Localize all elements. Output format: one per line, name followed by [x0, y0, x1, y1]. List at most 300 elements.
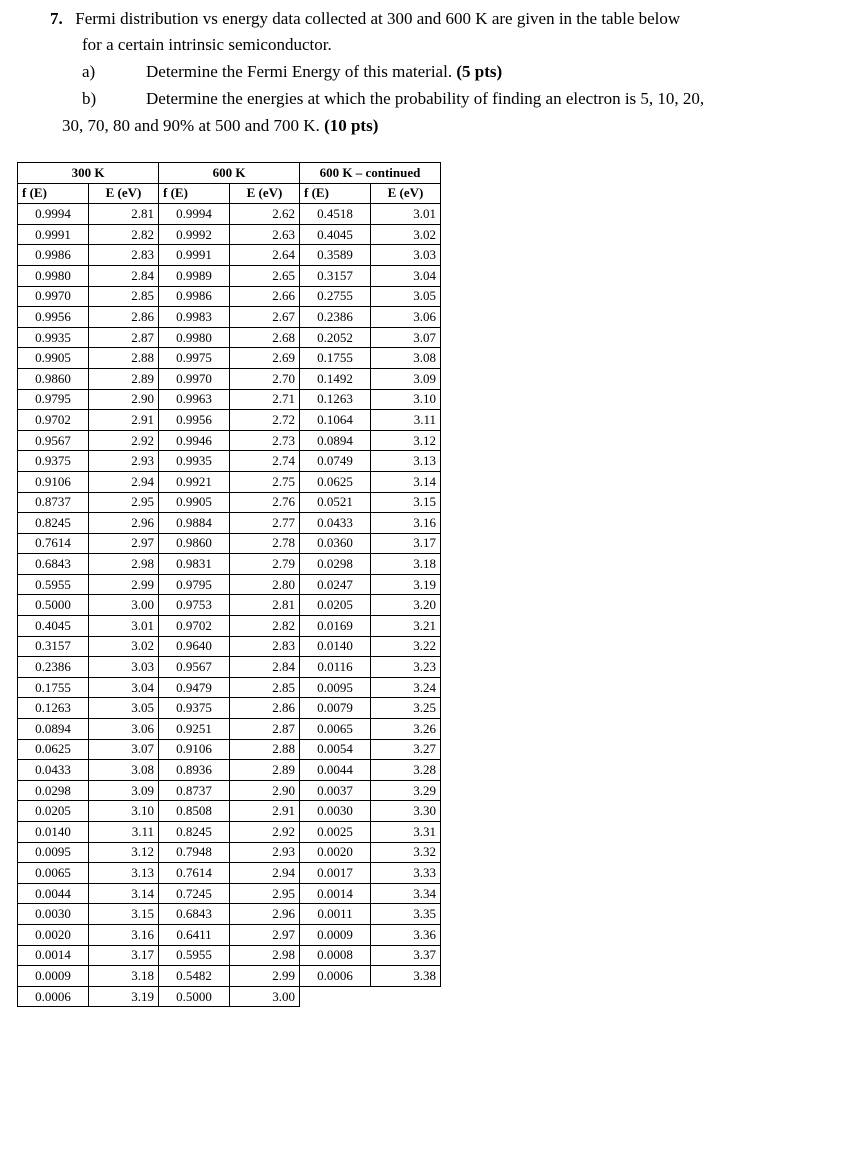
- table-row: [18, 986, 441, 1007]
- cell-energy-value: 2.79: [230, 554, 300, 575]
- cell-energy-value: 2.91: [89, 410, 159, 431]
- cell-energy-value: 2.90: [230, 780, 300, 801]
- cell-f-value: 0.9567: [18, 430, 89, 451]
- cell-f-value: 0.9975: [159, 348, 230, 369]
- cell-energy-value: 3.28: [371, 760, 441, 781]
- cell-f-value: 0.0037: [300, 780, 371, 801]
- cell-energy-value: 2.99: [230, 966, 300, 987]
- cell-f-value: 0.9831: [159, 554, 230, 575]
- table-row: [18, 966, 441, 987]
- table-row: [18, 471, 441, 492]
- cell-f-value: 0.2386: [18, 657, 89, 678]
- cell-f-value: 0.5955: [159, 945, 230, 966]
- cell-f-value: 0.1263: [18, 698, 89, 719]
- cell-energy-value: 2.97: [89, 533, 159, 554]
- cell-f-value: 0.0030: [300, 801, 371, 822]
- cell-energy-value: 3.31: [371, 822, 441, 843]
- cell-energy-value: 2.67: [230, 307, 300, 328]
- cell-f-value: 0.0894: [18, 719, 89, 740]
- cell-f-value: 0.3157: [18, 636, 89, 657]
- cell-energy-value: 3.17: [371, 533, 441, 554]
- subheader-f: f (E): [159, 183, 230, 204]
- cell-f-value: 0.5000: [18, 595, 89, 616]
- cell-f-value: 0.9375: [18, 451, 89, 472]
- table-row: [18, 739, 441, 760]
- cell-f-value: 0.0014: [18, 945, 89, 966]
- subheader-f: f (E): [18, 183, 89, 204]
- cell-f-value: 0.0017: [300, 863, 371, 884]
- cell-energy-value: 2.99: [89, 574, 159, 595]
- cell-f-value: 0.0044: [300, 760, 371, 781]
- cell-f-value: 0.8245: [159, 822, 230, 843]
- cell-f-value: 0.0625: [18, 739, 89, 760]
- cell-energy-value: 3.12: [89, 842, 159, 863]
- cell-energy-value: 3.34: [371, 883, 441, 904]
- cell-energy-value: 3.19: [89, 986, 159, 1007]
- cell-f-value: 0.1263: [300, 389, 371, 410]
- cell-f-value: 0.9479: [159, 677, 230, 698]
- cell-f-value: 0.0011: [300, 904, 371, 925]
- cell-energy-value: 2.86: [230, 698, 300, 719]
- cell-f-value: 0.0433: [18, 760, 89, 781]
- table-row: [18, 410, 441, 431]
- cell-energy-value: 3.08: [89, 760, 159, 781]
- table-row: [18, 307, 441, 328]
- cell-f-value: 0.9946: [159, 430, 230, 451]
- cell-energy-value: 3.18: [371, 554, 441, 575]
- cell-energy-value: 3.10: [89, 801, 159, 822]
- cell-f-value: 0.9640: [159, 636, 230, 657]
- cell-f-value: 0.0116: [300, 657, 371, 678]
- cell-f-value: 0.5482: [159, 966, 230, 987]
- cell-energy-value: 3.37: [371, 945, 441, 966]
- cell-energy-value: 2.72: [230, 410, 300, 431]
- table-row: [18, 945, 441, 966]
- table-row: [18, 368, 441, 389]
- cell-f-value: 0.9921: [159, 471, 230, 492]
- table-row: [18, 698, 441, 719]
- cell-energy-value: 2.95: [89, 492, 159, 513]
- cell-energy-value: 2.93: [89, 451, 159, 472]
- table-row: [18, 533, 441, 554]
- cell-f-value: 0.1755: [300, 348, 371, 369]
- cell-energy-value: 3.06: [371, 307, 441, 328]
- cell-f-value: 0.0298: [18, 780, 89, 801]
- table-row: [18, 822, 441, 843]
- cell-energy-value: 3.35: [371, 904, 441, 925]
- table-row: [18, 616, 441, 637]
- cell-f-value: 0.0020: [300, 842, 371, 863]
- table-row: [18, 636, 441, 657]
- cell-f-value: 0.0095: [300, 677, 371, 698]
- question-intro-1: Fermi distribution vs energy data collected at 300 and 600 K are given in the table below: [75, 9, 681, 28]
- subheader-e: E (eV): [371, 183, 441, 204]
- cell-energy-value: 2.87: [89, 327, 159, 348]
- cell-f-value: 0.9989: [159, 265, 230, 286]
- header-600k-continued: 600 K – continued: [300, 163, 441, 184]
- cell-f-value: 0.9860: [18, 368, 89, 389]
- cell-f-value: 0.9956: [159, 410, 230, 431]
- cell-energy-value: 3.13: [89, 863, 159, 884]
- table-row: [18, 204, 441, 225]
- cell-f-value: 0.0360: [300, 533, 371, 554]
- cell-f-value: 0.7948: [159, 842, 230, 863]
- cell-energy-value: 2.85: [230, 677, 300, 698]
- part-a-text: Determine the Fermi Energy of this material.: [146, 62, 453, 81]
- cell-f-value: 0.0065: [300, 719, 371, 740]
- cell-energy-value: 3.13: [371, 451, 441, 472]
- cell-energy-value: 3.09: [89, 780, 159, 801]
- cell-energy-value: 2.90: [89, 389, 159, 410]
- cell-f-value: 0.9375: [159, 698, 230, 719]
- cell-f-value: 0.9935: [18, 327, 89, 348]
- cell-f-value: 0.0205: [300, 595, 371, 616]
- question-number: 7.: [50, 9, 63, 28]
- cell-energy-value: 3.11: [371, 410, 441, 431]
- cell-energy-value: 2.78: [230, 533, 300, 554]
- table-row: [18, 245, 441, 266]
- cell-energy-value: 3.33: [371, 863, 441, 884]
- cell-energy-value: 3.09: [371, 368, 441, 389]
- cell-f-value: 0.9795: [159, 574, 230, 595]
- cell-energy-value: 2.74: [230, 451, 300, 472]
- cell-f-value: 0.9983: [159, 307, 230, 328]
- cell-energy-value: 3.01: [371, 204, 441, 225]
- cell-energy-value: [371, 986, 441, 1007]
- cell-energy-value: 3.05: [371, 286, 441, 307]
- cell-f-value: 0.9905: [159, 492, 230, 513]
- cell-f-value: [300, 986, 371, 1007]
- cell-f-value: 0.6843: [18, 554, 89, 575]
- part-a-label: a): [82, 62, 96, 81]
- table-row: [18, 513, 441, 534]
- cell-energy-value: 2.75: [230, 471, 300, 492]
- cell-energy-value: 2.66: [230, 286, 300, 307]
- cell-f-value: 0.0095: [18, 842, 89, 863]
- cell-energy-value: 3.30: [371, 801, 441, 822]
- cell-f-value: 0.0298: [300, 554, 371, 575]
- cell-energy-value: 3.03: [89, 657, 159, 678]
- cell-energy-value: 2.98: [89, 554, 159, 575]
- header-300k: 300 K: [18, 163, 159, 184]
- part-a: [82, 61, 502, 83]
- cell-energy-value: 3.16: [89, 924, 159, 945]
- cell-energy-value: 3.32: [371, 842, 441, 863]
- cell-energy-value: 3.26: [371, 719, 441, 740]
- cell-f-value: 0.4045: [18, 616, 89, 637]
- subheader-e: E (eV): [89, 183, 159, 204]
- cell-f-value: 0.0009: [18, 966, 89, 987]
- cell-f-value: 0.0433: [300, 513, 371, 534]
- cell-energy-value: 2.86: [89, 307, 159, 328]
- cell-f-value: 0.0205: [18, 801, 89, 822]
- cell-f-value: 0.6411: [159, 924, 230, 945]
- cell-energy-value: 2.81: [230, 595, 300, 616]
- table-row: [18, 760, 441, 781]
- cell-energy-value: 3.03: [371, 245, 441, 266]
- cell-energy-value: 2.85: [89, 286, 159, 307]
- cell-f-value: 0.9935: [159, 451, 230, 472]
- cell-f-value: 0.9753: [159, 595, 230, 616]
- table-row: [18, 554, 441, 575]
- cell-energy-value: 2.71: [230, 389, 300, 410]
- cell-f-value: 0.0008: [300, 945, 371, 966]
- table-row: [18, 430, 441, 451]
- cell-f-value: 0.9106: [159, 739, 230, 760]
- cell-f-value: 0.2755: [300, 286, 371, 307]
- cell-energy-value: 2.63: [230, 224, 300, 245]
- cell-energy-value: 2.93: [230, 842, 300, 863]
- cell-energy-value: 3.14: [89, 883, 159, 904]
- part-b-cont: [62, 115, 378, 137]
- cell-f-value: 0.9980: [159, 327, 230, 348]
- table-row: [18, 595, 441, 616]
- group-header-row: [18, 163, 441, 184]
- cell-energy-value: 3.29: [371, 780, 441, 801]
- cell-f-value: 0.0169: [300, 616, 371, 637]
- table-row: [18, 863, 441, 884]
- table-row: [18, 574, 441, 595]
- cell-energy-value: 2.91: [230, 801, 300, 822]
- part-a-points: (5 pts): [456, 62, 503, 81]
- subheader-f: f (E): [300, 183, 371, 204]
- cell-f-value: 0.5955: [18, 574, 89, 595]
- header-600k: 600 K: [159, 163, 300, 184]
- cell-energy-value: 2.98: [230, 945, 300, 966]
- part-b-label: b): [82, 89, 97, 108]
- cell-energy-value: 2.82: [89, 224, 159, 245]
- cell-f-value: 0.0749: [300, 451, 371, 472]
- cell-energy-value: 2.83: [89, 245, 159, 266]
- table-row: [18, 842, 441, 863]
- cell-energy-value: 3.15: [371, 492, 441, 513]
- cell-energy-value: 2.84: [89, 265, 159, 286]
- cell-energy-value: 2.83: [230, 636, 300, 657]
- cell-energy-value: 3.07: [371, 327, 441, 348]
- cell-f-value: 0.0140: [18, 822, 89, 843]
- cell-energy-value: 2.89: [230, 760, 300, 781]
- subheader-e: E (eV): [230, 183, 300, 204]
- cell-f-value: 0.0006: [300, 966, 371, 987]
- cell-energy-value: 2.95: [230, 883, 300, 904]
- cell-energy-value: 3.15: [89, 904, 159, 925]
- table-row: [18, 451, 441, 472]
- cell-energy-value: 2.94: [89, 471, 159, 492]
- cell-energy-value: 2.81: [89, 204, 159, 225]
- table-row: [18, 924, 441, 945]
- table-row: [18, 286, 441, 307]
- table-row: [18, 389, 441, 410]
- cell-energy-value: 3.00: [89, 595, 159, 616]
- cell-energy-value: 2.97: [230, 924, 300, 945]
- question-intro-2: for a certain intrinsic semiconductor.: [82, 35, 332, 54]
- cell-energy-value: 2.80: [230, 574, 300, 595]
- fermi-data-table: [17, 162, 441, 1007]
- cell-energy-value: 2.94: [230, 863, 300, 884]
- cell-energy-value: 3.23: [371, 657, 441, 678]
- cell-f-value: 0.1755: [18, 677, 89, 698]
- cell-energy-value: 3.02: [89, 636, 159, 657]
- table-row: [18, 904, 441, 925]
- cell-f-value: 0.9994: [159, 204, 230, 225]
- cell-f-value: 0.0030: [18, 904, 89, 925]
- cell-f-value: 0.7245: [159, 883, 230, 904]
- cell-energy-value: 3.02: [371, 224, 441, 245]
- cell-f-value: 0.9970: [159, 368, 230, 389]
- cell-energy-value: 3.10: [371, 389, 441, 410]
- cell-f-value: 0.4518: [300, 204, 371, 225]
- cell-f-value: 0.9991: [159, 245, 230, 266]
- cell-energy-value: 2.88: [89, 348, 159, 369]
- table-row: [18, 657, 441, 678]
- cell-energy-value: 2.82: [230, 616, 300, 637]
- cell-energy-value: 3.19: [371, 574, 441, 595]
- cell-f-value: 0.0065: [18, 863, 89, 884]
- cell-energy-value: 2.92: [89, 430, 159, 451]
- cell-f-value: 0.0521: [300, 492, 371, 513]
- cell-f-value: 0.2052: [300, 327, 371, 348]
- cell-f-value: 0.7614: [18, 533, 89, 554]
- table-row: [18, 883, 441, 904]
- table-row: [18, 677, 441, 698]
- cell-f-value: 0.0044: [18, 883, 89, 904]
- sub-header-row: [18, 183, 441, 204]
- cell-energy-value: 3.27: [371, 739, 441, 760]
- cell-f-value: 0.0009: [300, 924, 371, 945]
- cell-energy-value: 3.36: [371, 924, 441, 945]
- cell-f-value: 0.4045: [300, 224, 371, 245]
- cell-f-value: 0.8936: [159, 760, 230, 781]
- cell-f-value: 0.0025: [300, 822, 371, 843]
- cell-f-value: 0.9905: [18, 348, 89, 369]
- cell-energy-value: 3.05: [89, 698, 159, 719]
- cell-f-value: 0.9986: [18, 245, 89, 266]
- cell-energy-value: 2.76: [230, 492, 300, 513]
- cell-energy-value: 3.22: [371, 636, 441, 657]
- cell-f-value: 0.9251: [159, 719, 230, 740]
- cell-f-value: 0.9992: [159, 224, 230, 245]
- cell-energy-value: 2.65: [230, 265, 300, 286]
- cell-f-value: 0.9106: [18, 471, 89, 492]
- cell-f-value: 0.9567: [159, 657, 230, 678]
- cell-f-value: 0.8737: [159, 780, 230, 801]
- table-row: [18, 224, 441, 245]
- cell-energy-value: 3.04: [371, 265, 441, 286]
- cell-f-value: 0.9702: [159, 616, 230, 637]
- cell-energy-value: 3.17: [89, 945, 159, 966]
- cell-f-value: 0.9702: [18, 410, 89, 431]
- cell-f-value: 0.0014: [300, 883, 371, 904]
- cell-energy-value: 3.14: [371, 471, 441, 492]
- cell-energy-value: 3.01: [89, 616, 159, 637]
- cell-energy-value: 2.73: [230, 430, 300, 451]
- cell-f-value: 0.0894: [300, 430, 371, 451]
- cell-f-value: 0.8245: [18, 513, 89, 534]
- cell-energy-value: 3.06: [89, 719, 159, 740]
- cell-f-value: 0.0247: [300, 574, 371, 595]
- cell-f-value: 0.0140: [300, 636, 371, 657]
- table-row: [18, 348, 441, 369]
- cell-energy-value: 2.70: [230, 368, 300, 389]
- cell-energy-value: 2.84: [230, 657, 300, 678]
- cell-energy-value: 3.07: [89, 739, 159, 760]
- cell-energy-value: 3.04: [89, 677, 159, 698]
- table-row: [18, 719, 441, 740]
- cell-f-value: 0.3157: [300, 265, 371, 286]
- cell-energy-value: 2.92: [230, 822, 300, 843]
- cell-energy-value: 3.18: [89, 966, 159, 987]
- table-body: [18, 204, 441, 1007]
- cell-energy-value: 3.08: [371, 348, 441, 369]
- cell-f-value: 0.9956: [18, 307, 89, 328]
- cell-f-value: 0.6843: [159, 904, 230, 925]
- cell-energy-value: 2.88: [230, 739, 300, 760]
- cell-energy-value: 2.62: [230, 204, 300, 225]
- cell-energy-value: 3.12: [371, 430, 441, 451]
- cell-f-value: 0.9963: [159, 389, 230, 410]
- cell-energy-value: 3.16: [371, 513, 441, 534]
- cell-f-value: 0.9970: [18, 286, 89, 307]
- cell-energy-value: 2.96: [89, 513, 159, 534]
- cell-f-value: 0.9795: [18, 389, 89, 410]
- cell-energy-value: 3.11: [89, 822, 159, 843]
- cell-f-value: 0.2386: [300, 307, 371, 328]
- cell-f-value: 0.1492: [300, 368, 371, 389]
- cell-f-value: 0.0020: [18, 924, 89, 945]
- cell-f-value: 0.9860: [159, 533, 230, 554]
- cell-f-value: 0.3589: [300, 245, 371, 266]
- cell-f-value: 0.9980: [18, 265, 89, 286]
- part-b-text-2: 30, 70, 80 and 90% at 500 and 700 K.: [62, 116, 320, 135]
- cell-energy-value: 2.87: [230, 719, 300, 740]
- cell-energy-value: 3.25: [371, 698, 441, 719]
- table-row: [18, 780, 441, 801]
- cell-f-value: 0.0006: [18, 986, 89, 1007]
- cell-energy-value: 2.64: [230, 245, 300, 266]
- cell-energy-value: 3.38: [371, 966, 441, 987]
- cell-energy-value: 2.96: [230, 904, 300, 925]
- part-b-points: (10 pts): [324, 116, 379, 135]
- cell-f-value: 0.9991: [18, 224, 89, 245]
- table-row: [18, 801, 441, 822]
- part-b-text-1: Determine the energies at which the probability of finding an electron is 5, 10, 20,: [146, 89, 705, 108]
- cell-energy-value: 2.89: [89, 368, 159, 389]
- cell-f-value: 0.9986: [159, 286, 230, 307]
- cell-f-value: 0.7614: [159, 863, 230, 884]
- cell-f-value: 0.9884: [159, 513, 230, 534]
- question-line-1: [50, 8, 680, 30]
- cell-f-value: 0.8737: [18, 492, 89, 513]
- cell-energy-value: 2.69: [230, 348, 300, 369]
- cell-energy-value: 3.21: [371, 616, 441, 637]
- table-row: [18, 492, 441, 513]
- cell-f-value: 0.0054: [300, 739, 371, 760]
- cell-f-value: 0.9994: [18, 204, 89, 225]
- cell-energy-value: 2.68: [230, 327, 300, 348]
- cell-energy-value: 3.20: [371, 595, 441, 616]
- cell-f-value: 0.1064: [300, 410, 371, 431]
- cell-energy-value: 3.24: [371, 677, 441, 698]
- cell-f-value: 0.0625: [300, 471, 371, 492]
- cell-f-value: 0.8508: [159, 801, 230, 822]
- cell-f-value: 0.0079: [300, 698, 371, 719]
- cell-energy-value: 3.00: [230, 986, 300, 1007]
- part-b: [82, 88, 704, 110]
- table-row: [18, 327, 441, 348]
- cell-f-value: 0.5000: [159, 986, 230, 1007]
- cell-energy-value: 2.77: [230, 513, 300, 534]
- table-row: [18, 265, 441, 286]
